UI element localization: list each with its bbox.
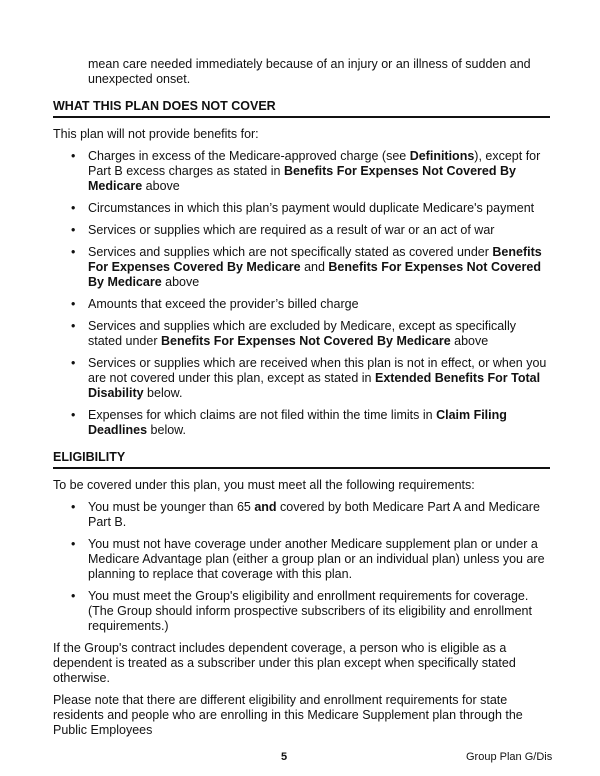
text-segment: Expenses for which claims are not filed within the time limits in [88, 408, 437, 422]
paragraph: If the Group's contract includes dependent coverage, a person who is eligible as a dependent is treated as a subscriber under this plan except when specifically stated otherwise. [53, 641, 516, 685]
bullet-icon: • [71, 297, 76, 311]
bullet-list [53, 500, 550, 634]
text-segment: Circumstances in which this plan’s payment would duplicate Medicare's payment [88, 201, 535, 215]
text-segment: above [142, 179, 180, 193]
text-segment: Services and supplies which are not specifically stated as covered under [88, 245, 493, 259]
bold-reference: Extended Benefits For Total Disability [88, 371, 541, 400]
text-segment: Services or supplies which are required as a result of war or an act of war [88, 223, 495, 237]
document-page [53, 0, 550, 738]
text-segment: above [450, 334, 489, 348]
text-segment: Services or supplies which are received when this plan is not in effect, or when you are not covered under this plan, except as stated in [88, 356, 547, 385]
bold-reference: Benefits For Expenses Covered By Medicare [88, 245, 542, 274]
text-segment: Charges in excess of the Medicare-approved charge (see [88, 149, 410, 163]
text-segment: You must be younger than 65 [88, 500, 255, 514]
list-item [53, 297, 550, 312]
bullet-icon: • [71, 223, 76, 237]
list-item [53, 223, 550, 238]
section-heading: ELIGIBILITY [53, 450, 550, 469]
bullet-icon: • [71, 319, 76, 333]
text-segment: You must not have coverage under another Medicare supplement plan or under a Medicare Advantage plan (either a group plan or an individual plan) unless you are planning to replace that coverage with this plan. [88, 537, 545, 581]
bullet-icon: • [71, 149, 76, 163]
list-item [53, 201, 550, 216]
bullet-icon: • [71, 201, 76, 215]
intro-continuation: mean care needed immediately because of an injury or an illness of sudden and unexpected onset. [88, 57, 531, 86]
plan-name: Group Plan G/Dis [466, 751, 553, 763]
section-lead: This plan will not provide benefits for: [53, 127, 259, 141]
list-item [53, 589, 550, 634]
text-segment: Services and supplies which are excluded by Medicare, except as specifically stated under [88, 319, 516, 348]
text-segment: covered by both Medicare Part A and Medicare Part B. [88, 500, 540, 529]
bullet-icon: • [71, 245, 76, 259]
text-segment: Amounts that exceed the provider’s billed charge [88, 297, 359, 311]
page-footer [0, 750, 600, 770]
list-item [53, 245, 550, 290]
bold-reference: Claim Filing Deadlines [88, 408, 507, 437]
section-lead: To be covered under this plan, you must meet all the following requirements: [53, 478, 475, 492]
text-segment: You must meet the Group's eligibility and enrollment requirements for coverage. (The Group should inform prospective subscribers of its eligibility and enrollment requirements.) [88, 589, 532, 633]
section-heading: WHAT THIS PLAN DOES NOT COVER [53, 99, 550, 118]
list-item [53, 500, 550, 530]
bullet-list [53, 149, 550, 438]
page-number: 5 [281, 751, 288, 763]
text-segment: below. [147, 423, 186, 437]
bullet-icon: • [71, 408, 76, 422]
list-item [53, 537, 550, 582]
bold-reference: Definitions [409, 149, 475, 163]
text-segment: ), except for Part B excess charges as stated in [88, 149, 541, 178]
bold-reference: Benefits For Expenses Not Covered By Medicare [88, 260, 541, 289]
bullet-icon: • [71, 356, 76, 370]
text-segment: and [300, 260, 329, 274]
bold-reference: and [254, 500, 277, 514]
text-segment: above [161, 275, 200, 289]
list-item [53, 408, 550, 438]
bold-reference: Benefits For Expenses Not Covered By Medicare [160, 334, 451, 348]
bullet-icon: • [71, 537, 76, 551]
paragraph: Please note that there are different eligibility and enrollment requirements for state residents and people who are enrolling in this Medicare Supplement plan through the Public Employees [53, 693, 523, 737]
text-segment: below. [143, 386, 183, 400]
bullet-icon: • [71, 589, 76, 603]
list-item [53, 149, 550, 194]
list-item [53, 356, 550, 401]
bullet-icon: • [71, 500, 76, 514]
list-item [53, 319, 550, 349]
bold-reference: Benefits For Expenses Not Covered By Medicare [88, 164, 516, 193]
